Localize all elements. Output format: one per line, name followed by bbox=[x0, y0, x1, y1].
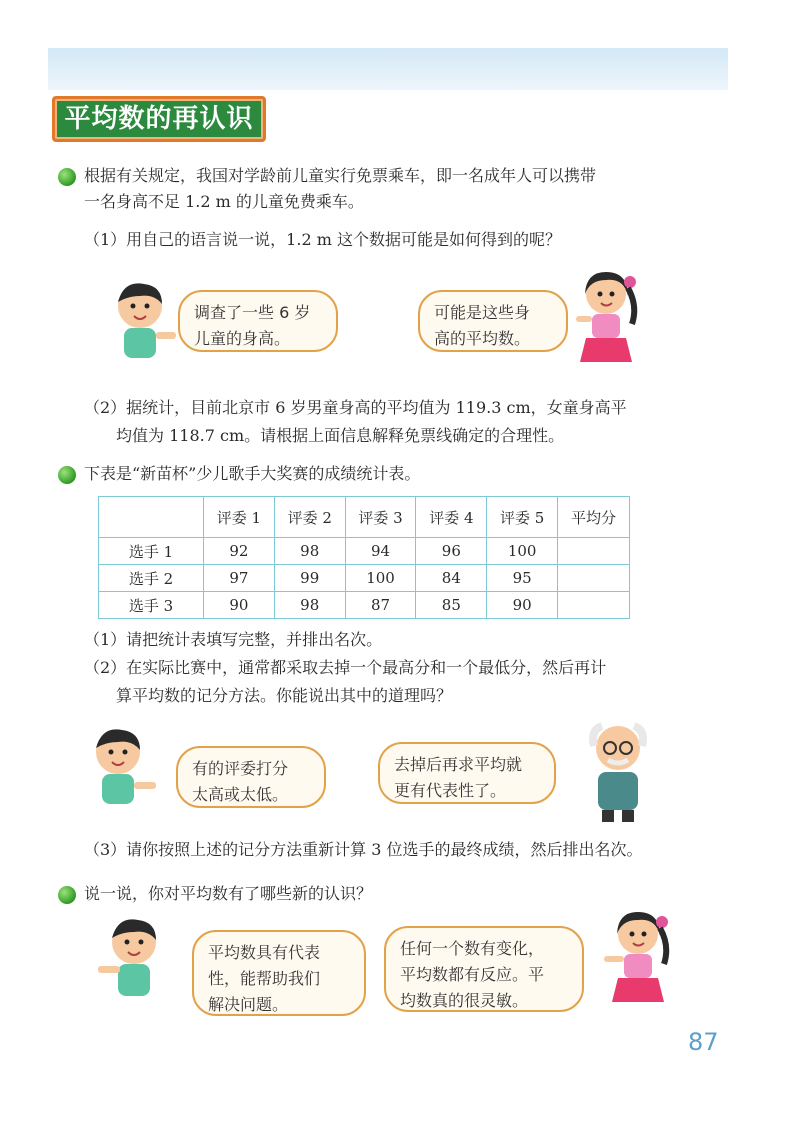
section1-question-2-line1: （2）据统计，目前北京市 6 岁男童身高的平均值为 119.3 cm，女童身高平 bbox=[84, 398, 627, 417]
table-header-cell: 评委 1 bbox=[204, 497, 275, 538]
section2-question-2-line1: （2）在实际比赛中，通常都采取去掉一个最高分和一个最低分，然后再计 bbox=[84, 658, 607, 677]
table-cell bbox=[558, 538, 630, 565]
table-cell: 97 bbox=[204, 565, 275, 592]
section2-intro: 下表是“新苗杯”少儿歌手大奖赛的成绩统计表。 bbox=[84, 464, 421, 483]
table-cell: 98 bbox=[274, 538, 345, 565]
table-cell: 100 bbox=[345, 565, 416, 592]
speech-bubble-boy-2: 有的评委打分 太高或太低。 bbox=[176, 746, 326, 808]
section3-intro: 说一说，你对平均数有了哪些新的认识？ bbox=[84, 884, 373, 903]
girl-illustration-icon bbox=[572, 266, 642, 370]
table-header-cell: 评委 2 bbox=[274, 497, 345, 538]
speech-bubble-boy-1: 调查了一些 6 岁 儿童的身高。 bbox=[178, 290, 338, 352]
speech-bubble-grandpa: 去掉后再求平均就 更有代表性了。 bbox=[378, 742, 556, 804]
table-cell: 85 bbox=[416, 592, 487, 619]
table-cell: 92 bbox=[204, 538, 275, 565]
girl-illustration-icon bbox=[602, 906, 672, 1010]
section1-intro-line1: 根据有关规定，我国对学龄前儿童实行免票乘车，即一名成年人可以携带 bbox=[84, 166, 597, 185]
boy-illustration-icon bbox=[104, 276, 180, 372]
table-cell: 99 bbox=[274, 565, 345, 592]
table-header-cell: 评委 4 bbox=[416, 497, 487, 538]
table-row bbox=[99, 538, 630, 565]
page-number: 87 bbox=[688, 1028, 719, 1056]
section2-question-2-line2: 算平均数的记分方法。你能说出其中的道理吗？ bbox=[116, 686, 453, 705]
page-title: 平均数的再认识 bbox=[52, 96, 266, 142]
table-cell: 95 bbox=[487, 565, 558, 592]
table-header-cell bbox=[99, 497, 204, 538]
bullet-dot-icon bbox=[58, 886, 76, 904]
section1-intro-line2: 一名身高不足 1.2 m 的儿童免费乘车。 bbox=[84, 192, 364, 211]
bullet-dot-icon bbox=[58, 466, 76, 484]
table-cell: 100 bbox=[487, 538, 558, 565]
section2-question-3: （3）请你按照上述的记分方法重新计算 3 位选手的最终成绩，然后排出名次。 bbox=[84, 840, 643, 859]
speech-bubble-boy-3: 平均数具有代表 性，能帮助我们 解决问题。 bbox=[192, 930, 366, 1016]
table-cell: 90 bbox=[204, 592, 275, 619]
table-row bbox=[99, 565, 630, 592]
table-header-row bbox=[99, 497, 630, 538]
section1-question-1: （1）用自己的语言说一说，1.2 m 这个数据可能是如何得到的呢？ bbox=[84, 230, 561, 249]
top-banner bbox=[48, 48, 728, 90]
speech-bubble-girl-1: 可能是这些身 高的平均数。 bbox=[418, 290, 568, 352]
table-cell bbox=[558, 592, 630, 619]
table-cell: 94 bbox=[345, 538, 416, 565]
table-header-cell: 平均分 bbox=[558, 497, 630, 538]
table-header-cell: 评委 5 bbox=[487, 497, 558, 538]
table-cell: 选手 1 bbox=[99, 538, 204, 565]
table-cell: 90 bbox=[487, 592, 558, 619]
table-cell: 选手 3 bbox=[99, 592, 204, 619]
boy-illustration-icon bbox=[96, 912, 180, 1012]
table-cell: 98 bbox=[274, 592, 345, 619]
bullet-dot-icon bbox=[58, 168, 76, 186]
table-cell: 选手 2 bbox=[99, 565, 204, 592]
score-table bbox=[98, 496, 630, 619]
table-cell: 84 bbox=[416, 565, 487, 592]
table-cell bbox=[558, 565, 630, 592]
table-row bbox=[99, 592, 630, 619]
speech-bubble-girl-2: 任何一个数有变化， 平均数都有反应。平 均数真的很灵敏。 bbox=[384, 926, 584, 1012]
section1-question-2-line2: 均值为 118.7 cm。请根据上面信息解释免票线确定的合理性。 bbox=[116, 426, 565, 445]
table-header-cell: 评委 3 bbox=[345, 497, 416, 538]
table-cell: 87 bbox=[345, 592, 416, 619]
boy-illustration-icon bbox=[82, 722, 162, 818]
grandpa-illustration-icon bbox=[580, 716, 656, 824]
table-cell: 96 bbox=[416, 538, 487, 565]
section2-question-1: （1）请把统计表填写完整，并排出名次。 bbox=[84, 630, 383, 649]
